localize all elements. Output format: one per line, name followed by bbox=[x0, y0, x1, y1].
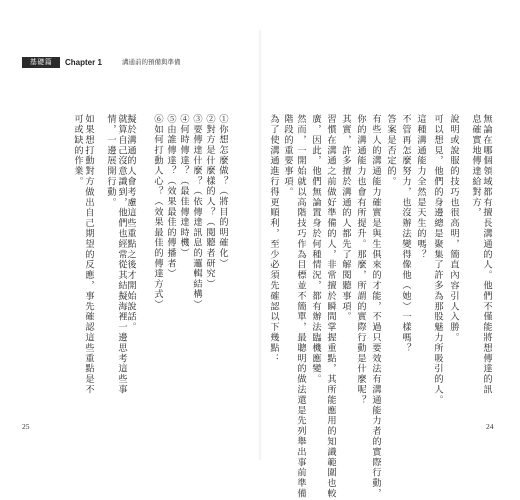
body-paragraph: 有些人的溝通能力確實是與生俱來的才能，不過只要效法有溝通能力者的實際行動， bbox=[370, 114, 381, 499]
question-item: ②對方是什麼樣的人？（閱聽者研究） bbox=[204, 114, 215, 290]
question-item: ①你想怎麼做？（將目的明確化） bbox=[217, 114, 228, 269]
body-paragraph: 可以想見，他們的身邊總是聚集了許多為那股魅力所吸引的人。 bbox=[432, 114, 443, 406]
page-number: 25 bbox=[22, 422, 30, 431]
body-paragraph: 擬於溝通的人會考慮這些重點之後才開始說話。 bbox=[125, 114, 136, 333]
body-paragraph: 不管再怎麼努力，也沒辦法變得像他（她）一樣嗎？ bbox=[400, 114, 411, 354]
body-paragraph: 答案是否定的。 bbox=[385, 114, 396, 187]
chapter-title: 溝通前的預備與準備 bbox=[122, 58, 181, 66]
page-gutter bbox=[258, 30, 262, 460]
body-paragraph: 為了使溝通進行得更順利，至少必須先確認以下幾點： bbox=[268, 114, 279, 364]
body-paragraph: 習慣在溝通之前做好準備的人，非常擅於瞬間掌握重點，其所能應用的知識範圍也較 bbox=[325, 114, 336, 499]
question-item: ④何時傳達？（最佳傳達時機） bbox=[178, 114, 189, 259]
body-paragraph: 階段的重要事項。 bbox=[282, 114, 293, 198]
body-paragraph: 廣，因此，他們無論置身於何種情況，都有辦法臨機應變。 bbox=[310, 114, 321, 385]
body-paragraph: 無論在哪個領域都有擅長溝通的人。他們不僅能將想傳達的訊息確實地傳達給對方， bbox=[470, 114, 492, 395]
page-number: 24 bbox=[486, 422, 494, 431]
chapter-label: Chapter 1 bbox=[65, 58, 102, 67]
question-item: ⑤由誰傳達？（效果最佳的傳播者） bbox=[165, 114, 176, 279]
question-item: ⑥如何打動人心？（效果最佳的傳達方式） bbox=[152, 114, 163, 310]
body-paragraph: 這種溝通能力全然是天生的嗎？ bbox=[415, 114, 426, 260]
body-paragraph: 其實，許多擅於溝通的人都先了解閱聽事項。 bbox=[340, 114, 351, 322]
body-paragraph: 你的溝通能力也會有所提升。那麼，所謂的實際行動是什麼呢？ bbox=[355, 114, 366, 406]
question-item: ③要傳達什麼？（依傳達訊息的邏輯結構） bbox=[191, 114, 202, 310]
body-paragraph: 然而，一開始就以高階技巧作為目標並不簡單，最聰明的做法還是先列舉出事前準備 bbox=[295, 114, 306, 499]
section-badge: 基礎篇 bbox=[22, 57, 60, 68]
body-paragraph: 說明或說服的技巧也很高明，簡直內容引人入勝。 bbox=[448, 114, 459, 343]
body-paragraph: 如果想打動對方做出自己期望的反應，事先確認這些重點是不可或缺的作業。 bbox=[72, 114, 94, 395]
body-paragraph: 就算自己沒意識到，他們也經常從其結擬海裡一邊思考這些事情，一邊展開行動。 bbox=[105, 114, 127, 395]
